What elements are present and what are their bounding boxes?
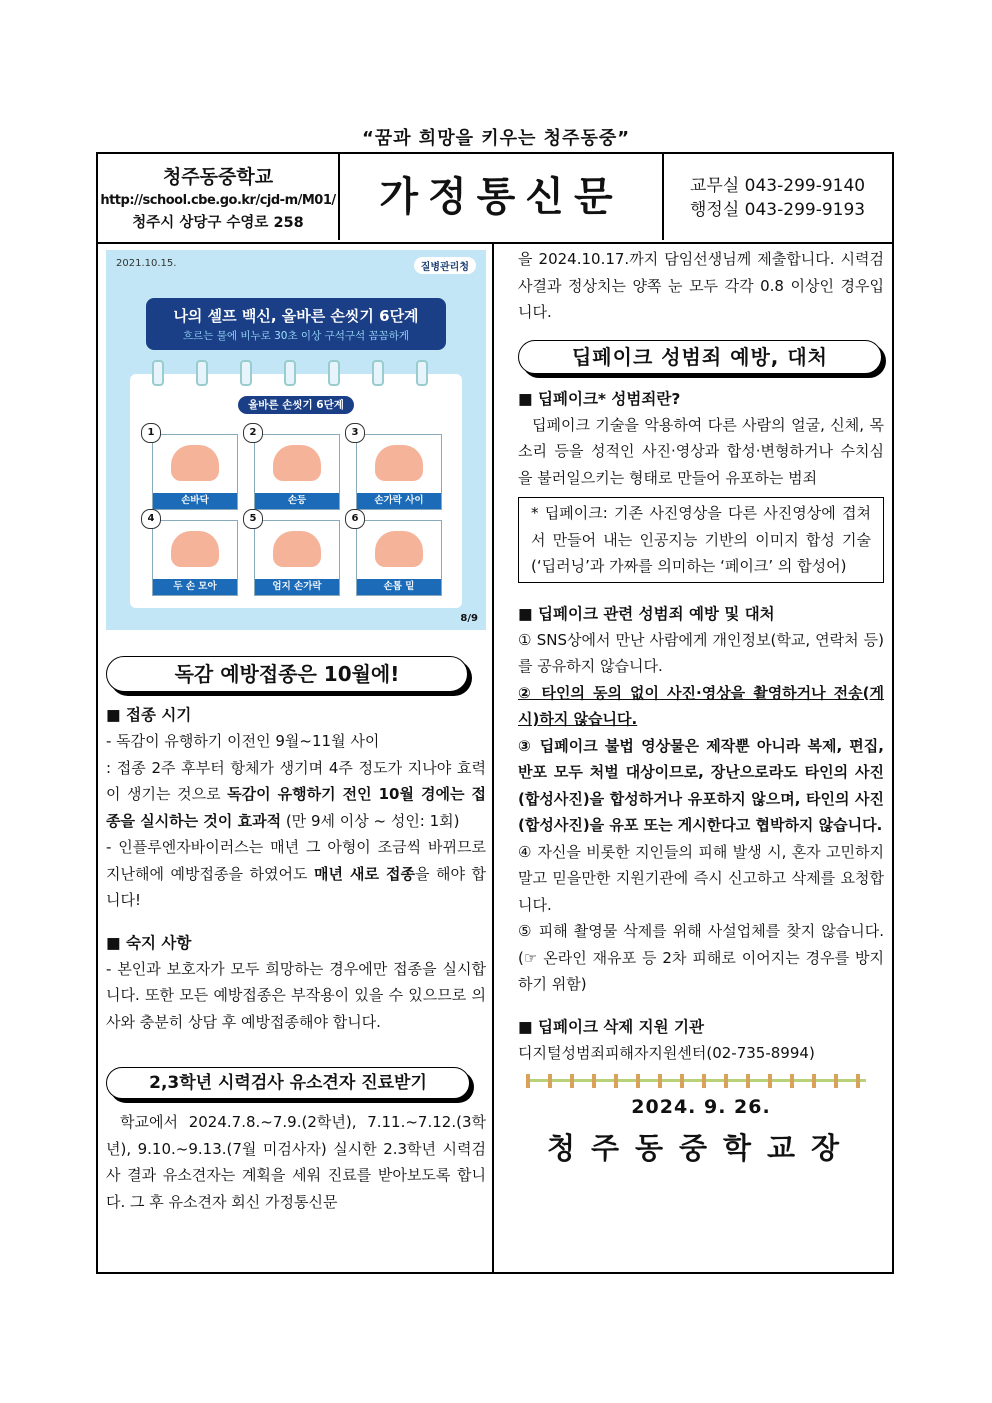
school-info (98, 154, 340, 240)
vision-text-2: 을 2024.10.17.까지 담임선생님께 제출합니다. 시력검사결과 정상치는 양쪽 눈 모두 각각 0.8 이상인 경우입니다. (518, 250, 884, 321)
step-number: 6 (345, 509, 365, 529)
handwashing-poster (106, 250, 486, 630)
deepfake-note: * 딥페이크: 기존 사진영상을 다른 사진영상에 겹쳐서 만들어 내는 인공지능 기반의 이미지 합성 기술 (‘딥러닝’과 가짜를 의미하는 ‘페이크’ 의 합성어) (518, 497, 884, 583)
flu-emphasis: 독감이 유행하기 전인 10월 경에는 접종을 실시하는 것이 효과적 (106, 785, 486, 830)
flu-yearly (106, 834, 486, 914)
flu-timing-period: - 독감이 유행하기 이전인 9월~11월 사이 (106, 732, 380, 750)
poster-page: 8/9 (460, 613, 478, 624)
hand-icon (273, 531, 321, 567)
flu-text: (만 9세 이상 ~ 성인: 1회) (281, 811, 460, 830)
step-label: 손톱 밑 (357, 579, 441, 595)
step-card (249, 513, 340, 596)
school-name: 청주동중학교 (162, 166, 274, 188)
fence-decoration (526, 1074, 866, 1088)
step-label: 손바닥 (153, 493, 237, 509)
vision-banner: 2,3학년 시력검사 유소견자 진료받기 (106, 1067, 470, 1099)
right-column (518, 246, 884, 1167)
hand-icon (171, 531, 219, 567)
poster-ribbon (146, 298, 446, 350)
phone-info (690, 174, 865, 222)
prevent-item-1: ① SNS상에서 만난 사람에게 개인정보(학교, 연락처 등)를 공유하지 않습니다. (518, 630, 884, 675)
ring-icon (416, 360, 428, 386)
ring-icon (328, 360, 340, 386)
ring-icon (372, 360, 384, 386)
poster-agency: 질병관리청 (414, 257, 476, 274)
step-number: 4 (141, 509, 161, 529)
flu-timing-detail (106, 755, 486, 835)
step-label: 두 손 모아 (153, 579, 237, 595)
step-number: 1 (141, 423, 161, 443)
step-label: 손가락 사이 (357, 493, 441, 509)
prevent-item-4: ④ 자신을 비롯한 지인들의 피해 발생 시, 혼자 고민하지 말고 믿을만한 지원기관에 즉시 신고하고 삭제를 요청합니다. (518, 842, 884, 914)
hand-icon (375, 445, 423, 481)
step-card (351, 513, 442, 596)
vision-text-1: 학교에서 2024.7.8.~7.9.(2학년), 7.11.~7.12.(3학년), 9.10.~9.13.(7월 미검사자) 실시한 2.3학년 시력검사 결과 유소견자는 계획을 세워 진료를 받아보도록 합니다. 그 후 유소견자 회신 가정통신문 (106, 1113, 486, 1211)
flu-banner: 독감 예방접종은 10월에! (106, 656, 468, 692)
step-card (351, 427, 442, 510)
flu-notice-heading: ■ 숙지 사항 (106, 933, 192, 952)
ring-icon (152, 360, 164, 386)
deepfake-def-text: 딥페이크 기술을 악용하여 다른 사람의 얼굴, 신체, 목소리 등을 성적인 사진·영상과 합성·변형하거나 수치심을 불러일으키는 형태로 만들어 유포하는 범죄 (518, 415, 884, 487)
ring-icon (284, 360, 296, 386)
hand-icon (273, 445, 321, 481)
step-card (147, 513, 238, 596)
ring-icon (240, 360, 252, 386)
column-divider (492, 242, 494, 1272)
issue-date: 2024. 9. 26. (631, 1096, 771, 1118)
steps-title: 올바른 손씻기 6단계 (238, 396, 354, 414)
poster-subtitle: 흐르는 물에 비누로 30초 이상 구석구석 꼼꼼하게 (182, 330, 410, 342)
left-column (106, 250, 486, 1215)
step-label: 엄지 손가락 (255, 579, 339, 595)
flu-notice-text: - 본인과 보호자가 모두 희망하는 경우에만 접종을 실시합니다. 또한 모든 예방접종은 부작용이 있을 수 있으므로 의사와 충분히 상담 후 예방접종해야 합니다. (106, 959, 486, 1031)
principal-signature: 청주동중학교장 (546, 1131, 856, 1165)
flu-text: 을 해야 합니다! (106, 864, 486, 909)
poster-title: 나의 셀프 백신, 올바른 손씻기 6단계 (173, 307, 419, 325)
page-title: 가정통신문 (340, 154, 664, 240)
school-url[interactable]: http://school.cbe.go.kr/cjd-m/M01/ (100, 193, 336, 208)
motto: “꿈과 희망을 키우는 청주동중” (361, 128, 631, 149)
flu-timing-heading: ■ 접종 시기 (106, 706, 192, 724)
poster-board (130, 374, 462, 608)
flu-emphasis: 매년 새로 접종 (314, 864, 415, 883)
prevent-item-5: ⑤ 피해 촬영물 삭제를 위해 사설업체를 찾지 않습니다. (☞ 온라인 재유포 등 2차 피해로 이어지는 경우를 방지하기 위함) (518, 922, 884, 993)
step-number: 3 (345, 423, 365, 443)
deepfake-banner: 딥페이크 성범죄 예방, 대처 (518, 340, 882, 374)
step-card (147, 427, 238, 510)
support-org: 디지털성범죄피해자지원센터(02-735-8994) (518, 1043, 815, 1062)
flu-text: - 인플루엔자바이러스는 매년 그 아형이 조금씩 바뀌므로 지난해에 예방접종을 하였어도 (106, 838, 486, 883)
deepfake-support-heading: ■ 딥페이크 삭제 지원 기관 (518, 1017, 704, 1036)
hand-icon (171, 445, 219, 481)
ring-icon (196, 360, 208, 386)
phone-office: 교무실 043-299-9140 (690, 176, 866, 196)
flu-text: : 접종 2주 후부터 항체가 생기며 4주 정도가 지나야 효력이 생기는 것으로 (106, 758, 486, 803)
deepfake-def-heading: ■ 딥페이크* 성범죄란? (518, 389, 681, 408)
prevent-item-2: ② 타인의 동의 없이 사진·영상을 촬영하거나 전송(게시)하지 않습니다. (518, 683, 884, 728)
step-label: 손등 (255, 493, 339, 509)
school-address: 청주시 상당구 수영로 258 (132, 215, 304, 231)
prevent-item-3: ③ 딥페이크 불법 영상물은 제작뿐 아니라 복제, 편집, 반포 모두 처벌 대상이므로, 장난으로라도 타인의 사진(합성사진)을 합성하거나 유포하지 않으며, 타인의 사진(합성사진)을 유포 또는 게시한다고 협박하지 않습니다. (518, 736, 884, 834)
step-number: 5 (243, 509, 263, 529)
poster-date: 2021.10.15. (116, 258, 177, 269)
newsletter-frame (96, 152, 894, 1274)
flu-section (106, 702, 486, 1035)
header (98, 154, 892, 244)
phone-admin: 행정실 043-299-9193 (690, 200, 866, 220)
hand-icon (375, 531, 423, 567)
step-number: 2 (243, 423, 263, 443)
deepfake-prevent-heading: ■ 딥페이크 관련 성범죄 예방 및 대처 (518, 604, 775, 623)
step-card (249, 427, 340, 510)
